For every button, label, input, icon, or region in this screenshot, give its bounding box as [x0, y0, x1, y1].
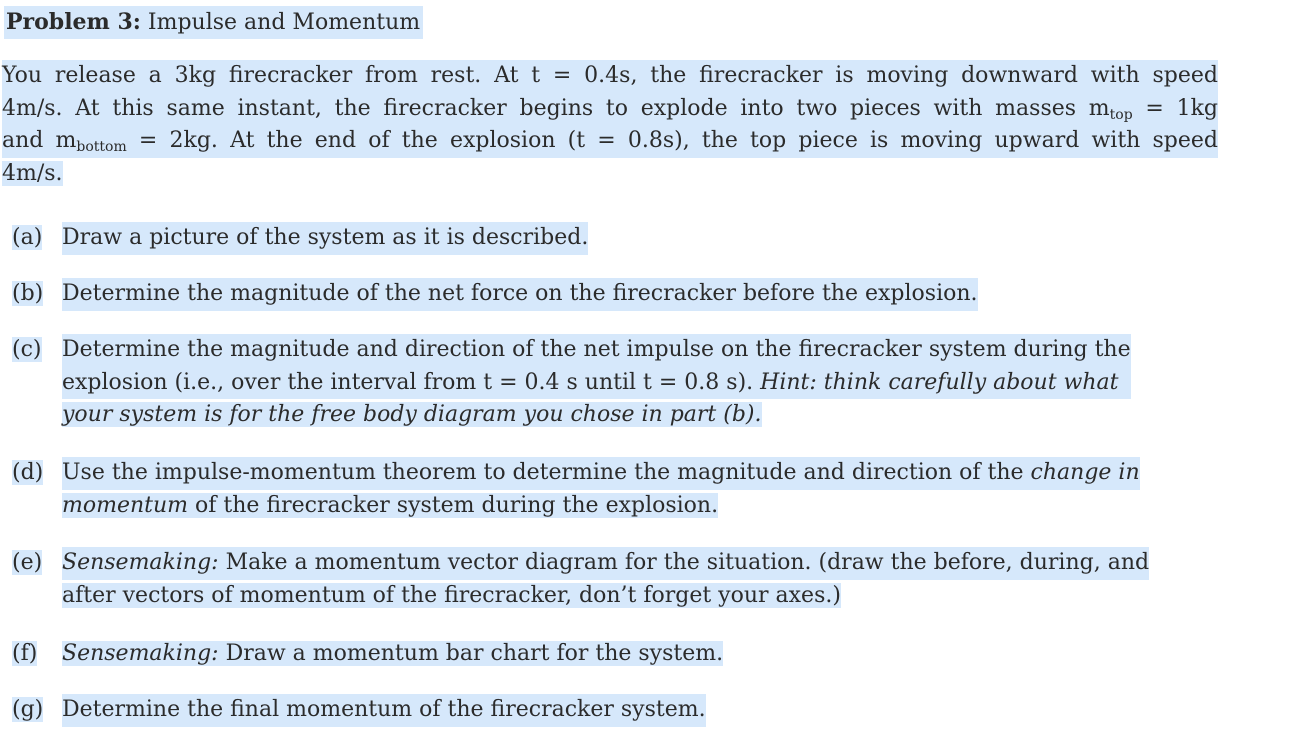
question-text: Determine the magnitude and direction of the net impulse on the firecracker system during the explosion (i.e., over the interval from t = 0.4 s until t = 0.8 s). Hint: think carefully about what your system is for the free body diagram you chose in part (b). [62, 334, 1131, 432]
question-text: Draw a picture of the system as it is described. [62, 222, 588, 255]
statement-line-2: 4m/s. At this same instant, the firecracker begins to explode into two pieces with masses $m_{top} = 1kg$ [2, 93, 1218, 126]
question-label: (b) [12, 281, 44, 306]
statement-line-1: You release a 3kg firecracker from rest. At t = 0.4s, the firecracker is moving downward with speed [2, 60, 1218, 93]
problem-title [4, 6, 423, 39]
question-label: (c) [12, 337, 42, 362]
problem-number: Problem 3: [6, 9, 141, 35]
problem-statement [2, 60, 1218, 190]
statement-line-3: and $m_{bottom} = 2kg$. At the end of the explosion (t = 0.8s), the top piece is moving upward with speed [2, 125, 1218, 158]
question-label: (a) [12, 225, 43, 250]
problem-topic: Impulse and Momentum [140, 10, 421, 35]
question-text: Determine the magnitude of the net force on the firecracker before the explosion. [62, 278, 978, 311]
question-text: Determine the final momentum of the firecracker system. [62, 694, 706, 727]
question-text: Sensemaking: Draw a momentum bar chart for the system. [62, 641, 724, 666]
question-label: (e) [12, 550, 43, 575]
hint-text: your system is for the free body diagram you chose in part (b). [62, 402, 762, 427]
question-label: (f) [12, 641, 38, 666]
statement-line-4: 4m/s. [2, 160, 63, 186]
question-label: (d) [12, 460, 44, 485]
question-text: Sensemaking: Make a momentum vector diagram for the situation. (draw the before, during, and after vectors of momentum of the firecracker, don’t forget your axes.) [62, 547, 1149, 612]
question-label: (g) [12, 697, 44, 722]
hint-text: Hint: think carefully about what [760, 369, 1119, 395]
question-text: Use the impulse-momentum theorem to determine the magnitude and direction of the change in momentum of the firecracker system during the explosion. [62, 457, 1140, 522]
